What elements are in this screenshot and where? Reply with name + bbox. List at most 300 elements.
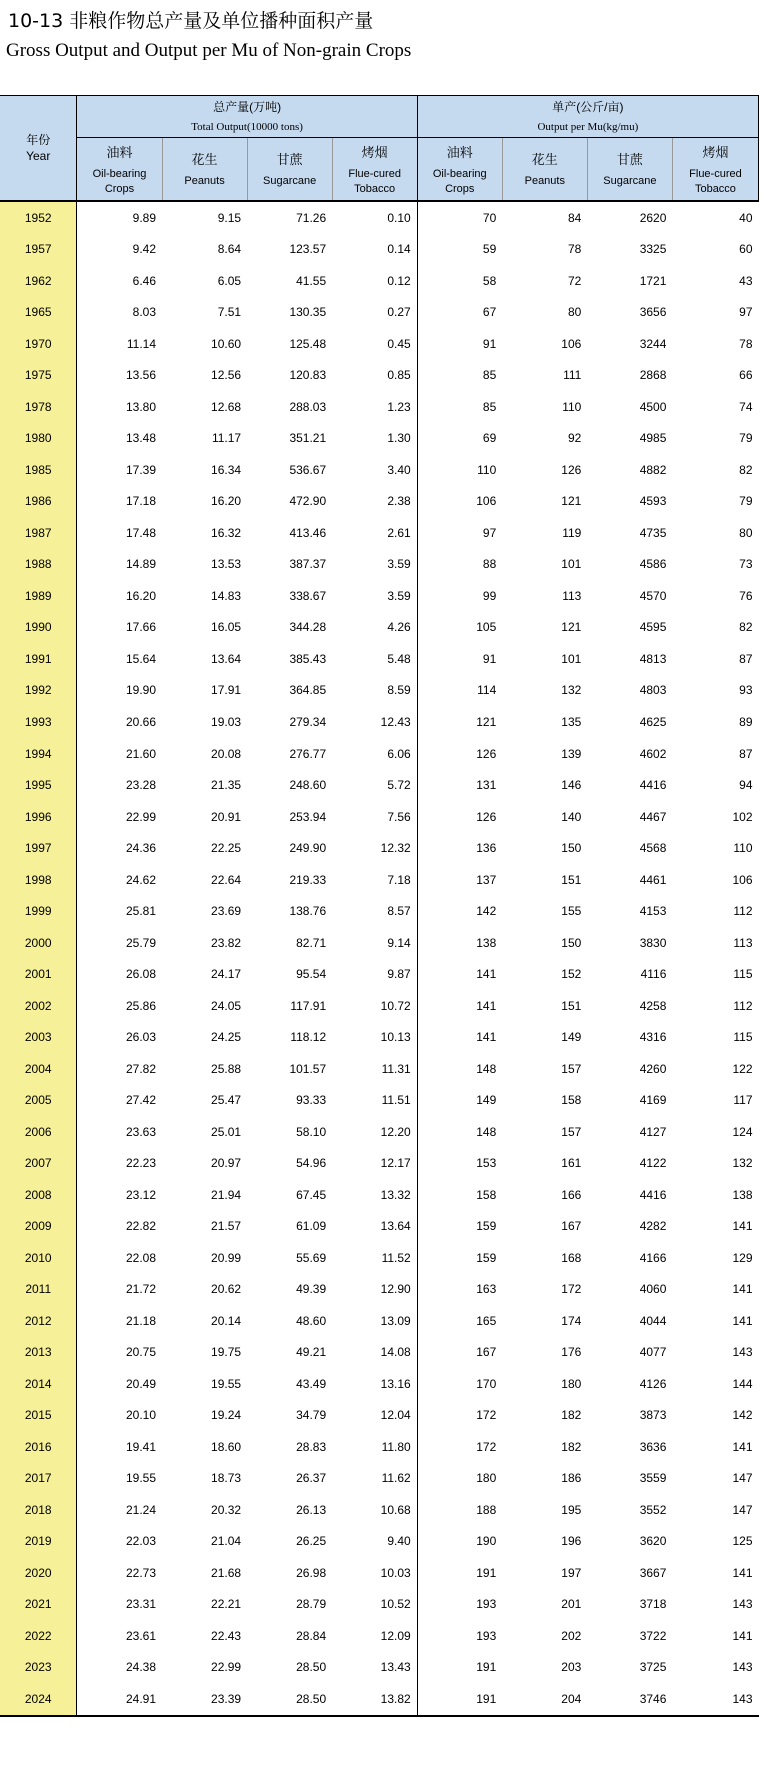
total-output-group-header-cn: 总产量(万吨) (77, 96, 417, 118)
value-cell: 78 (567, 242, 582, 257)
value-cell: 22.73 (125, 1565, 157, 1580)
crop-output-table (0, 95, 759, 1717)
year-cell: 1985 (0, 454, 77, 486)
value-cell: 138 (732, 1187, 753, 1202)
table-row (0, 1337, 759, 1369)
column-header (162, 138, 247, 202)
value-cell: 0.85 (332, 360, 417, 392)
table-row (0, 1211, 759, 1243)
value-cell: 4166 (639, 1250, 667, 1265)
column-header-en: Oil-bearing (92, 167, 147, 180)
value-cell: 26.98 (296, 1565, 327, 1580)
value-cell: 22.82 (125, 1219, 157, 1234)
value-cell: 3636 (639, 1439, 667, 1454)
column-header-en: Flue-cured (348, 167, 401, 180)
value-cell: 19.55 (125, 1471, 157, 1486)
value-cell: 94 (739, 778, 753, 793)
value-cell: 4586 (639, 557, 667, 572)
value-cell: 74 (739, 399, 753, 414)
value-cell: 23.31 (125, 1597, 157, 1612)
table-row (0, 895, 759, 927)
year-cell: 2001 (0, 958, 77, 990)
value-cell: 167 (561, 1219, 582, 1234)
year-cell: 2007 (0, 1147, 77, 1179)
table-row (0, 201, 759, 234)
value-cell: 4.26 (332, 612, 417, 644)
value-cell: 95.54 (296, 967, 327, 982)
value-cell: 79 (739, 494, 753, 509)
value-cell: 8.64 (217, 242, 242, 257)
value-cell: 165 (476, 1313, 497, 1328)
column-header-en: Peanuts (184, 175, 225, 187)
value-cell: 3667 (639, 1565, 667, 1580)
value-cell: 19.03 (211, 715, 242, 729)
value-cell: 4416 (639, 1187, 667, 1202)
value-cell: 24.62 (125, 872, 157, 887)
value-cell: 146 (561, 778, 582, 793)
value-cell: 23.61 (125, 1628, 157, 1643)
year-cell: 1980 (0, 423, 77, 455)
value-cell: 167 (476, 1345, 497, 1360)
value-cell: 2868 (639, 368, 667, 383)
value-cell: 49.21 (296, 1345, 327, 1360)
year-cell: 2003 (0, 1021, 77, 1053)
year-cell: 1990 (0, 612, 77, 644)
value-cell: 8.59 (332, 675, 417, 707)
column-header-en-line2: Crops (104, 182, 135, 195)
column-header-en-line2: Crops (445, 182, 475, 195)
value-cell: 136 (476, 841, 497, 856)
value-cell: 13.82 (332, 1683, 417, 1716)
table-row (0, 1021, 759, 1053)
value-cell: 21.60 (125, 746, 157, 761)
value-cell: 143 (672, 1683, 758, 1716)
year-cell: 2015 (0, 1400, 77, 1432)
value-cell: 25.88 (211, 1061, 242, 1076)
column-header-en: Sugarcane (603, 175, 657, 187)
value-cell: 12.17 (332, 1147, 417, 1179)
value-cell: 48.60 (296, 1313, 327, 1328)
value-cell: 126 (561, 462, 582, 477)
value-cell: 23.39 (162, 1683, 247, 1716)
value-cell: 126 (476, 809, 497, 824)
value-cell: 158 (561, 1093, 582, 1108)
table-row (0, 738, 759, 770)
value-cell: 4260 (639, 1061, 667, 1076)
value-cell: 188 (476, 1502, 497, 1517)
value-cell: 11.31 (332, 1053, 417, 1085)
value-cell: 22.99 (125, 809, 157, 824)
value-cell: 4735 (639, 525, 667, 540)
value-cell: 3830 (639, 935, 667, 950)
value-cell: 28.84 (296, 1628, 327, 1643)
year-cell: 2018 (0, 1494, 77, 1526)
value-cell: 41.55 (296, 273, 327, 288)
year-cell: 2013 (0, 1337, 77, 1369)
value-cell: 4282 (639, 1219, 667, 1234)
value-cell: 0.27 (332, 297, 417, 329)
value-cell: 4153 (639, 904, 667, 919)
value-cell: 166 (561, 1187, 582, 1202)
value-cell: 161 (561, 1156, 582, 1171)
value-cell: 0.14 (332, 234, 417, 266)
value-cell: 91 (482, 336, 497, 351)
value-cell: 72 (567, 273, 582, 288)
value-cell: 180 (476, 1471, 497, 1486)
value-cell: 158 (476, 1187, 497, 1202)
table-row (0, 1242, 759, 1274)
value-cell: 18.60 (211, 1439, 242, 1454)
value-cell: 58 (482, 273, 497, 288)
value-cell: 121 (561, 494, 582, 509)
value-cell: 20.62 (211, 1282, 242, 1297)
value-cell: 4467 (639, 809, 667, 824)
value-cell: 117.91 (290, 998, 327, 1013)
value-cell: 112 (733, 904, 753, 919)
value-cell: 4593 (639, 494, 667, 509)
table-row (0, 1368, 759, 1400)
table-row (0, 1305, 759, 1337)
value-cell: 20.99 (211, 1250, 242, 1265)
year-header-en: Year (26, 149, 51, 163)
value-cell: 27.42 (125, 1093, 157, 1108)
value-cell: 70 (482, 210, 497, 225)
value-cell: 201 (561, 1597, 582, 1612)
value-cell: 13.56 (125, 368, 157, 383)
value-cell: 25.81 (125, 904, 157, 919)
table-row (0, 265, 759, 297)
table-row (0, 297, 759, 329)
value-cell: 110 (562, 399, 582, 414)
value-cell: 67 (482, 305, 497, 320)
value-cell: 155 (561, 904, 582, 919)
table-row (0, 423, 759, 455)
value-cell: 22.99 (211, 1660, 242, 1675)
value-cell: 14.08 (332, 1337, 417, 1369)
value-cell: 148 (476, 1124, 497, 1139)
value-cell: 80 (567, 305, 582, 320)
year-cell: 1987 (0, 517, 77, 549)
table-row (0, 580, 759, 612)
value-cell: 17.91 (211, 683, 242, 698)
value-cell: 141 (476, 967, 497, 982)
year-cell: 2020 (0, 1557, 77, 1589)
table-row (0, 927, 759, 959)
value-cell: 8.03 (132, 305, 157, 320)
year-cell: 2004 (0, 1053, 77, 1085)
value-cell: 7.51 (217, 305, 242, 320)
table-row (0, 486, 759, 518)
value-cell: 12.68 (211, 399, 242, 414)
value-cell: 10.60 (211, 336, 242, 351)
value-cell: 13.32 (332, 1179, 417, 1211)
value-cell: 26.37 (296, 1471, 327, 1486)
value-cell: 4625 (639, 715, 667, 729)
column-header (247, 138, 332, 202)
value-cell: 20.32 (211, 1502, 242, 1517)
value-cell: 13.80 (125, 399, 157, 414)
value-cell: 204 (502, 1683, 587, 1716)
value-cell: 105 (476, 620, 497, 635)
value-cell: 21.04 (211, 1534, 242, 1549)
value-cell: 147 (732, 1502, 753, 1517)
value-cell: 0.10 (332, 201, 417, 234)
value-cell: 10.52 (332, 1589, 417, 1621)
value-cell: 1.23 (332, 391, 417, 423)
value-cell: 16.34 (211, 462, 242, 477)
value-cell: 141 (732, 1282, 753, 1297)
value-cell: 21.72 (125, 1282, 157, 1297)
value-cell: 24.17 (211, 967, 242, 982)
year-cell: 2024 (0, 1683, 77, 1716)
value-cell: 135 (561, 715, 582, 729)
year-cell: 1997 (0, 832, 77, 864)
value-cell: 80 (739, 525, 753, 540)
value-cell: 73 (739, 557, 753, 572)
value-cell: 24.38 (125, 1660, 157, 1675)
table-row (0, 1400, 759, 1432)
year-cell: 2008 (0, 1179, 77, 1211)
value-cell: 193 (476, 1597, 497, 1612)
value-cell: 10.13 (332, 1021, 417, 1053)
value-cell: 248.60 (289, 778, 327, 793)
year-header-cn: 年份 (26, 133, 51, 147)
year-cell: 1999 (0, 895, 77, 927)
value-cell: 144 (732, 1376, 753, 1391)
table-row (0, 643, 759, 675)
value-cell: 147 (732, 1471, 753, 1486)
value-cell: 4169 (639, 1093, 667, 1108)
value-cell: 20.75 (125, 1345, 157, 1360)
year-column-header (0, 96, 77, 202)
value-cell: 344.28 (289, 620, 327, 635)
value-cell: 40 (739, 210, 753, 225)
value-cell: 13.09 (332, 1305, 417, 1337)
year-cell: 1996 (0, 801, 77, 833)
value-cell: 23.63 (125, 1124, 157, 1139)
value-cell: 97 (739, 305, 753, 320)
value-cell: 4985 (639, 431, 667, 446)
table-row (0, 1084, 759, 1116)
column-header (332, 138, 417, 202)
table-row (0, 1494, 759, 1526)
value-cell: 149 (476, 1093, 497, 1108)
value-cell: 10.72 (332, 990, 417, 1022)
value-cell: 14.83 (211, 588, 242, 603)
value-cell: 106 (732, 872, 753, 887)
value-cell: 153 (476, 1156, 497, 1171)
value-cell: 19.55 (211, 1376, 242, 1391)
table-row (0, 706, 759, 738)
value-cell: 28.79 (296, 1597, 327, 1612)
value-cell: 12.56 (211, 368, 242, 383)
column-header-cn: 油料 (106, 144, 133, 160)
value-cell: 66 (739, 368, 753, 383)
year-cell: 1989 (0, 580, 77, 612)
value-cell: 85 (482, 399, 497, 414)
table-row (0, 1147, 759, 1179)
value-cell: 11.51 (332, 1084, 417, 1116)
value-cell: 9.89 (132, 210, 157, 225)
value-cell: 13.43 (332, 1652, 417, 1684)
value-cell: 21.57 (211, 1219, 242, 1234)
table-row (0, 864, 759, 896)
value-cell: 168 (561, 1250, 582, 1265)
value-cell: 472.90 (289, 494, 327, 509)
value-cell: 3746 (587, 1683, 672, 1716)
value-cell: 20.49 (125, 1376, 157, 1391)
value-cell: 22.08 (125, 1250, 157, 1265)
value-cell: 58.10 (296, 1124, 327, 1139)
value-cell: 4813 (639, 651, 667, 666)
value-cell: 203 (561, 1660, 582, 1675)
value-cell: 196 (561, 1534, 582, 1549)
value-cell: 12.09 (332, 1620, 417, 1652)
value-cell: 16.20 (125, 588, 157, 603)
value-cell: 87 (739, 746, 753, 761)
value-cell: 137 (476, 872, 497, 887)
output-per-mu-group-header-cn: 单产(公斤/亩) (417, 96, 758, 118)
value-cell: 338.67 (289, 588, 327, 603)
table-row (0, 832, 759, 864)
value-cell: 122 (732, 1061, 753, 1076)
table-row (0, 328, 759, 360)
value-cell: 142 (476, 904, 497, 919)
value-cell: 387.37 (289, 557, 327, 572)
value-cell: 11.14 (126, 336, 157, 351)
value-cell: 22.64 (211, 872, 242, 887)
value-cell: 253.94 (289, 809, 327, 824)
value-cell: 4882 (639, 462, 667, 477)
value-cell: 4258 (639, 998, 667, 1013)
table-row (0, 1683, 759, 1716)
year-cell: 1988 (0, 549, 77, 581)
value-cell: 202 (561, 1628, 582, 1643)
value-cell: 17.48 (125, 525, 157, 540)
value-cell: 22.21 (211, 1597, 242, 1612)
value-cell: 118.12 (290, 1030, 327, 1045)
year-cell: 2019 (0, 1526, 77, 1558)
table-row (0, 990, 759, 1022)
value-cell: 87 (739, 651, 753, 666)
value-cell: 21.94 (211, 1187, 242, 1202)
value-cell: 113 (733, 935, 753, 950)
value-cell: 26.08 (125, 967, 157, 982)
value-cell: 0.45 (332, 328, 417, 360)
value-cell: 219.33 (289, 872, 327, 887)
value-cell: 92 (567, 431, 582, 446)
column-header-en-line2: Tobacco (354, 182, 396, 195)
value-cell: 172 (561, 1282, 582, 1297)
value-cell: 3620 (639, 1534, 667, 1549)
value-cell: 25.79 (125, 935, 157, 950)
table-row (0, 1589, 759, 1621)
value-cell: 89 (739, 715, 753, 729)
value-cell: 120.83 (289, 368, 327, 383)
table-row (0, 1179, 759, 1211)
table-row (0, 1652, 759, 1684)
value-cell: 27.82 (125, 1061, 157, 1076)
year-cell: 2012 (0, 1305, 77, 1337)
value-cell: 140 (561, 809, 582, 824)
value-cell: 49.39 (296, 1282, 327, 1297)
value-cell: 24.91 (77, 1683, 162, 1716)
table-row (0, 769, 759, 801)
value-cell: 3656 (639, 305, 667, 320)
value-cell: 18.73 (211, 1471, 242, 1486)
value-cell: 22.25 (211, 841, 242, 856)
value-cell: 26.03 (125, 1030, 157, 1045)
value-cell: 20.97 (211, 1156, 242, 1171)
value-cell: 7.56 (332, 801, 417, 833)
column-header (587, 138, 672, 202)
value-cell: 195 (561, 1502, 582, 1517)
value-cell: 11.62 (332, 1463, 417, 1495)
value-cell: 279.34 (289, 715, 327, 729)
value-cell: 4461 (639, 872, 667, 887)
value-cell: 138 (476, 935, 497, 950)
value-cell: 2.61 (332, 517, 417, 549)
value-cell: 91 (482, 651, 497, 666)
page-title-english: Gross Output and Output per Mu of Non-grain Crops (6, 40, 412, 61)
column-header-en-line2: Tobacco (694, 182, 736, 195)
value-cell: 9.40 (332, 1526, 417, 1558)
value-cell: 23.69 (211, 904, 242, 919)
value-cell: 99 (482, 588, 497, 603)
table-row (0, 801, 759, 833)
column-header-cn: 烤烟 (361, 144, 388, 160)
value-cell: 132 (561, 683, 582, 698)
value-cell: 11.80 (332, 1431, 417, 1463)
value-cell: 157 (561, 1124, 582, 1139)
value-cell: 9.87 (332, 958, 417, 990)
value-cell: 21.18 (125, 1313, 157, 1328)
year-cell: 1952 (0, 201, 77, 234)
value-cell: 115 (733, 1030, 753, 1045)
value-cell: 121 (476, 715, 497, 729)
year-cell: 2000 (0, 927, 77, 959)
value-cell: 130.35 (289, 305, 327, 320)
value-cell: 23.28 (125, 778, 157, 793)
value-cell: 141 (732, 1313, 753, 1328)
table-row (0, 1053, 759, 1085)
column-header (672, 138, 758, 202)
value-cell: 3.59 (332, 580, 417, 612)
year-cell: 2016 (0, 1431, 77, 1463)
value-cell: 25.86 (125, 998, 157, 1013)
value-cell: 34.79 (296, 1408, 327, 1423)
value-cell: 4060 (639, 1282, 667, 1297)
value-cell: 129 (732, 1250, 753, 1265)
value-cell: 150 (561, 841, 582, 856)
value-cell: 59 (482, 242, 497, 257)
value-cell: 12.04 (332, 1400, 417, 1432)
value-cell: 123.57 (289, 242, 327, 257)
year-cell: 1991 (0, 643, 77, 675)
value-cell: 197 (561, 1565, 582, 1580)
value-cell: 11.52 (332, 1242, 417, 1274)
column-header (417, 138, 502, 202)
value-cell: 364.85 (289, 683, 327, 698)
value-cell: 102 (732, 809, 753, 824)
value-cell: 6.46 (132, 273, 157, 288)
value-cell: 4416 (639, 778, 667, 793)
value-cell: 22.23 (125, 1156, 157, 1171)
value-cell: 19.90 (125, 683, 157, 698)
value-cell: 110 (477, 462, 497, 477)
value-cell: 141 (732, 1219, 753, 1234)
year-cell: 1978 (0, 391, 77, 423)
